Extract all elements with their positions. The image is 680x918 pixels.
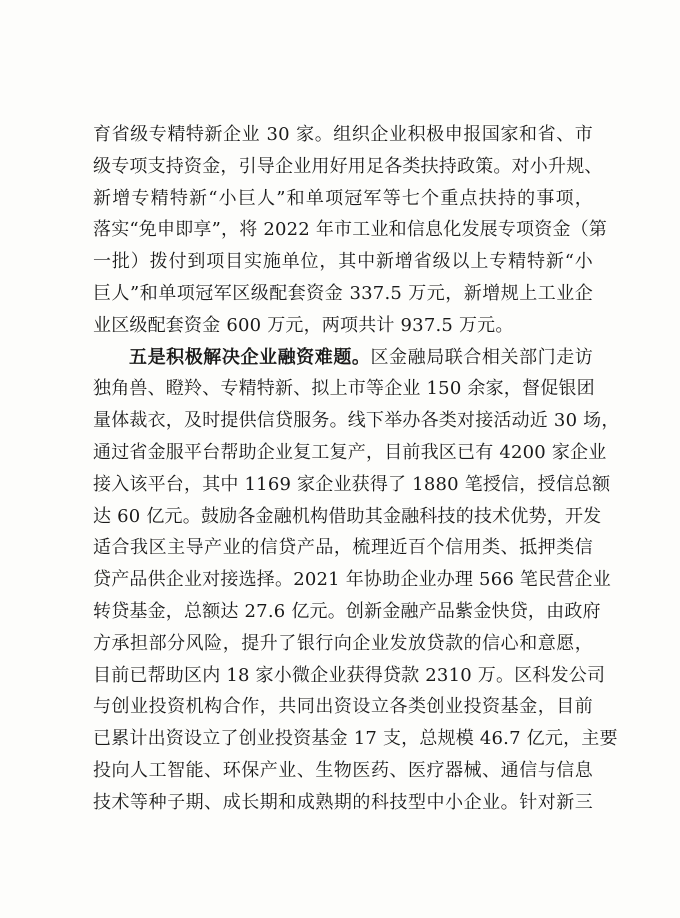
paragraph-line: 目前已帮助区内 18 家小微企业获得贷款 2310 万。区科发公司 <box>93 664 606 686</box>
paragraph-line: 技术等种子期、成长期和成熟期的科技型中小企业。针对新三 <box>93 791 593 813</box>
paragraph-line: 一批）拨付到项目实施单位，其中新增省级以上专精特新“小 <box>93 251 593 273</box>
paragraph-line: 与创业投资机构合作，共同出资设立各类创业投资基金，目前 <box>93 696 593 718</box>
paragraph-line: 投向人工智能、环保产业、生物医药、医疗器械、通信与信息 <box>93 759 593 781</box>
paragraph-line: 独角兽、瞪羚、专精特新、拟上市等企业 150 余家，督促银团 <box>93 378 595 400</box>
paragraph-line: 达 60 亿元。鼓励各金融机构借助其金融科技的技术优势，开发 <box>93 505 602 527</box>
paragraph-line: 业区级配套资金 600 万元，两项共计 937.5 万元。 <box>93 314 514 336</box>
paragraph-line: 新增专精特新“小巨人”和单项冠军等七个重点扶持的事项， <box>93 187 593 209</box>
section-heading: 五是积极解决企业融资难题。 <box>129 346 371 368</box>
paragraph-line: 量体裁衣，及时提供信贷服务。线下举办各类对接活动近 30 场， <box>93 410 620 432</box>
paragraph-financing <box>93 342 620 819</box>
paragraph-line: 巨人”和单项冠军区级配套资金 337.5 万元，新增规上工业企 <box>93 282 593 304</box>
heading-line-rest: 区金融局联合相关部门走访 <box>370 346 593 368</box>
paragraph-line: 接入该平台，其中 1169 家企业获得了 1880 笔授信，授信总额 <box>93 473 611 495</box>
paragraph-line: 方承担部分风险，提升了银行向企业发放贷款的信心和意愿， <box>93 632 593 654</box>
paragraph-line: 育省级专精特新企业 30 家。组织企业积极申报国家和省、市 <box>93 124 593 145</box>
document-body <box>93 119 620 819</box>
paragraph-line: 适合我区主导产业的信贷产品，梳理近百个信用类、抵押类信 <box>93 537 593 559</box>
paragraph-first-line <box>93 342 593 374</box>
paragraph-line: 级专项支持资金，引导企业用好用足各类扶持政策。对小升规、 <box>93 155 603 177</box>
paragraph-line: 贷产品供企业对接选择。2021 年协助企业办理 566 笔民营企业 <box>93 569 611 591</box>
paragraph-line: 落实“免申即享”，将 2022 年市工业和信息化发展专项资金（第 <box>93 219 608 241</box>
paragraph-line: 已累计出资设立了创业投资基金 17 支，总规模 46.7 亿元，主要 <box>93 728 618 750</box>
paragraph-line: 转贷基金，总额达 27.6 亿元。创新金融产品紫金快贷，由政府 <box>93 600 601 622</box>
paragraph-line: 通过省金服平台帮助企业复工复产，目前我区已有 4200 家企业 <box>93 441 607 463</box>
paragraph-industrial-support <box>93 119 608 342</box>
